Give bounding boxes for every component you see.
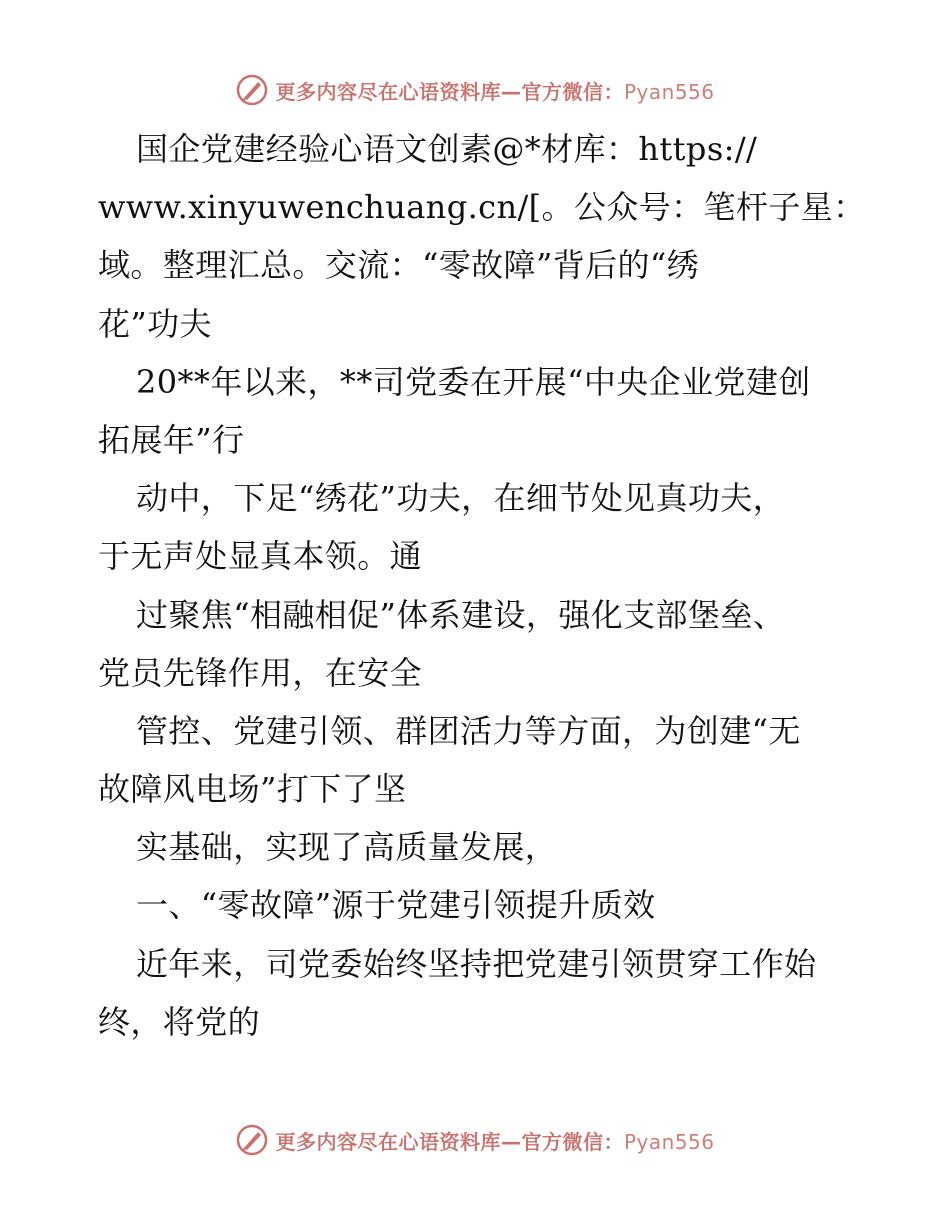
text-line: 花”功夫 — [98, 304, 212, 343]
text-line: 20**年以来，**司党委在开展“中央企业党建创 — [136, 362, 811, 401]
text-line: 党员先锋作用，在安全 — [98, 653, 423, 692]
text-line: 故障风电场”打下了坚 — [98, 770, 407, 809]
text-line: 于无声处显真本领。通 — [98, 537, 423, 576]
text-line: 实基础，实现了高质量发展， — [136, 828, 558, 867]
watermark-text: 更多内容尽在心语资料库—官方微信：Pyan556 — [275, 1129, 715, 1154]
header-watermark — [0, 70, 950, 110]
text-line: 过聚焦“相融相促”体系建设，强化支部堡垒、 — [136, 595, 786, 634]
text-line: 拓展年”行 — [98, 420, 245, 459]
text-line: 终，将党的 — [98, 1002, 261, 1041]
text-line: www.xinyuwenchuang.cn/[。公众号：笔杆子星： — [98, 188, 866, 227]
watermark-account: Pyan556 — [623, 79, 715, 104]
text-line: 国企党建经验心语文创素@*材库：https:// — [136, 130, 758, 168]
text-line: 管控、党建引领、群团活力等方面，为创建“无 — [136, 711, 801, 750]
watermark-text: 更多内容尽在心语资料库—官方微信：Pyan556 — [275, 79, 715, 104]
section-heading: 一、“零故障”源于党建引领提升质效 — [136, 886, 656, 925]
footer-watermark — [0, 1120, 950, 1160]
document-body — [98, 120, 866, 1051]
quill-logo-icon — [235, 1123, 269, 1157]
text-line: 动中，下足“绣花”功夫，在细节处见真功夫， — [136, 479, 786, 518]
watermark-account: Pyan556 — [623, 1129, 715, 1154]
text-line: 近年来，司党委始终坚持把党建引领贯穿工作始 — [136, 944, 817, 983]
quill-logo-icon — [235, 73, 269, 107]
text-line: 域。整理汇总。交流：“零故障”背后的“绣 — [98, 246, 700, 285]
